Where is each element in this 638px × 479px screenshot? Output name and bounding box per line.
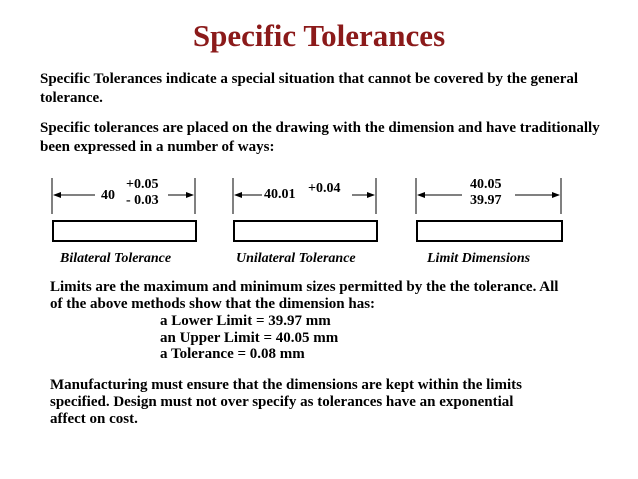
bilateral-part-outline — [52, 220, 197, 242]
intro-paragraph-1: Specific Tolerances indicate a special situation that cannot be covered by the general tolerance. — [40, 71, 579, 106]
bilateral-caption: Bilateral Tolerance — [60, 251, 172, 266]
page-title: Specific Tolerances — [192, 18, 446, 53]
limit-upper-value: 40.05 — [470, 177, 502, 192]
unilateral-part-outline — [233, 220, 378, 242]
limit-part-outline — [416, 220, 563, 242]
bilateral-lower-tolerance: - 0.03 — [126, 193, 159, 208]
unilateral-tolerance: +0.04 — [308, 181, 341, 196]
limits-paragraph: Limits are the maximum and minimum sizes permitted by the the tolerance. All of the above methods show that the dimension has: — [50, 279, 559, 312]
limit-caption: Limit Dimensions — [427, 251, 531, 266]
lower-limit-line: a Lower Limit = 39.97 mm — [160, 313, 331, 329]
unilateral-caption: Unilateral Tolerance — [236, 251, 356, 266]
bilateral-upper-tolerance: +0.05 — [126, 177, 159, 192]
tolerance-line: a Tolerance = 0.08 mm — [160, 346, 305, 362]
intro-paragraph-2: Specific tolerances are placed on the drawing with the dimension and have traditionally been expressed in a number of ways: — [40, 120, 600, 155]
manufacturing-paragraph: Manufacturing must ensure that the dimensions are kept within the limits specified. Design must not over specify as tolerances have an exponential affect on cost. — [50, 377, 522, 427]
limit-lower-value: 39.97 — [470, 193, 502, 208]
unilateral-nominal: 40.01 — [264, 187, 296, 202]
bilateral-nominal: 40 — [101, 188, 115, 203]
upper-limit-line: an Upper Limit = 40.05 mm — [160, 330, 339, 346]
